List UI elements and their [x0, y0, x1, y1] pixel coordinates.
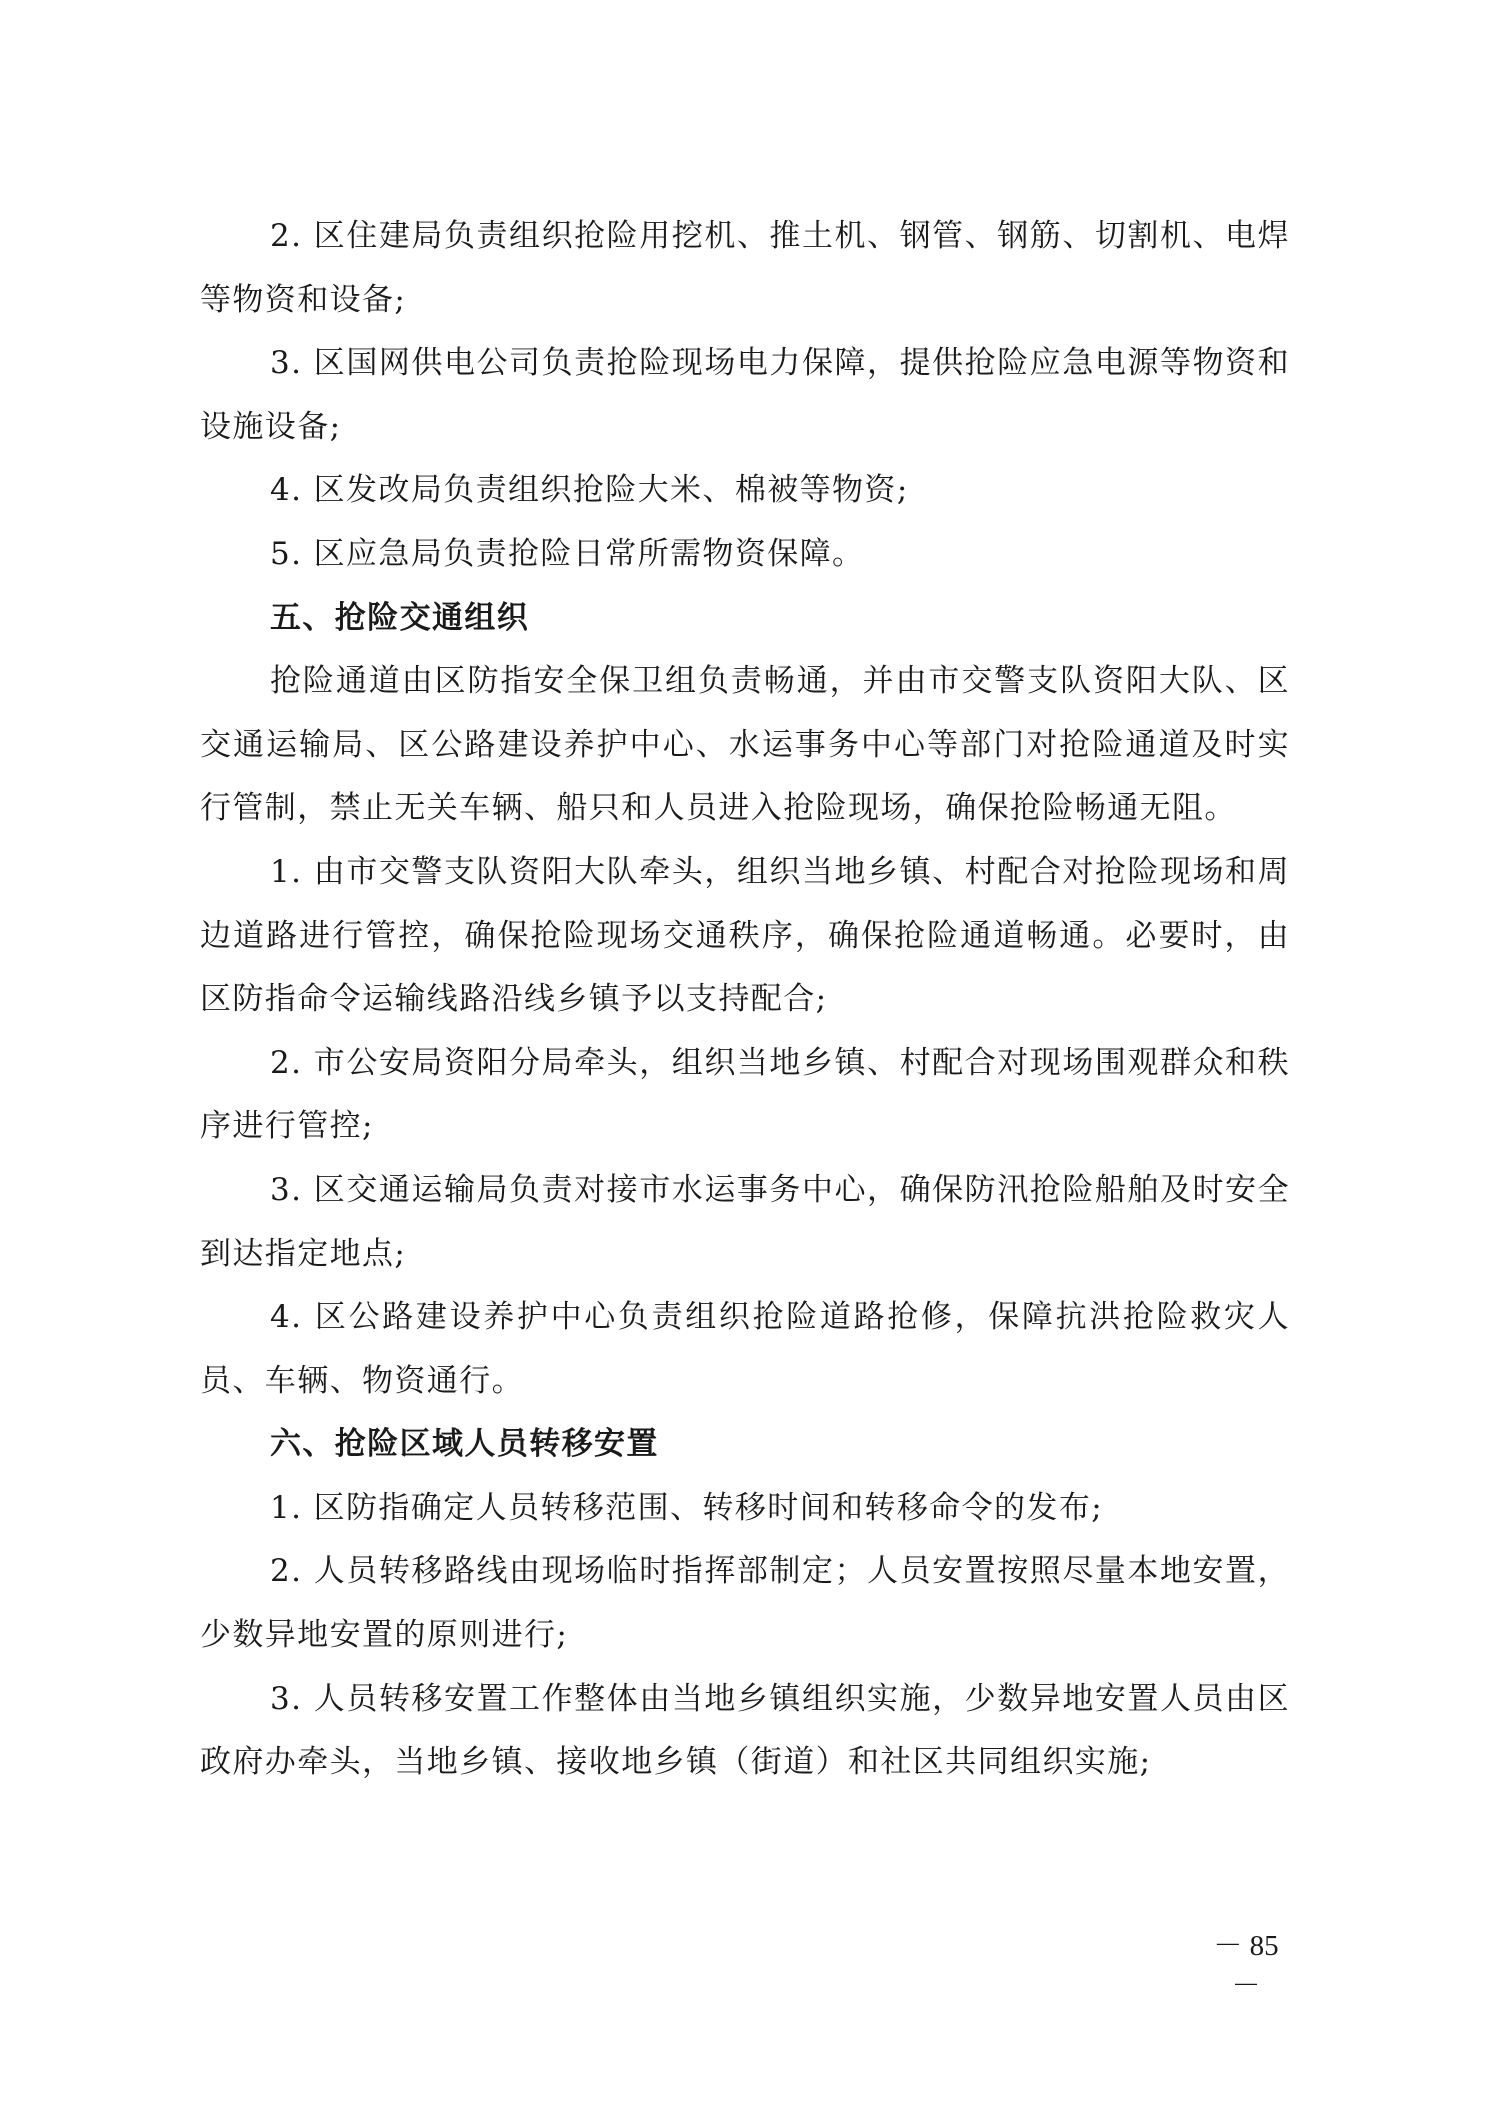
- page-body: [200, 205, 1290, 1795]
- list-item-transport-bureau: 3. 区交通运输局负责对接市水运事务中心，确保防汛抢险船舶及时安全到达指定地点;: [200, 1171, 1290, 1272]
- list-item-public-security: 2. 市公安局资阳分局牵头，组织当地乡镇、村配合对现场围观群众和秩序进行管控;: [200, 1044, 1290, 1145]
- list-item-power-supply-company: 3. 区国网供电公司负责抢险现场电力保障，提供抢险应急电源等物资和设施设备;: [200, 345, 1290, 445]
- section-heading-traffic-organization: 五、抢险交通组织: [270, 599, 530, 636]
- list-item-relocation-implementation: 3. 人员转移安置工作整体由当地乡镇组织实施，少数异地安置人员由区政府办牵头，当地乡镇、接收地乡镇（街道）和社区共同组织实施;: [200, 1680, 1290, 1781]
- list-item-relocation-route: 2. 人员转移路线由现场临时指挥部制定；人员安置按照尽量本地安置，少数异地安置的原则进行;: [200, 1553, 1290, 1654]
- list-item-emergency-bureau: 5. 区应急局负责抢险日常所需物资保障。: [270, 535, 865, 572]
- page-number: － 85 －: [1213, 1930, 1279, 2002]
- list-item-traffic-police: 1. 由市交警支队资阳大队牵头，组织当地乡镇、村配合对抢险现场和周边道路进行管控，确保抢险现场交通秩序，确保抢险通道畅通。必要时，由区防指命令运输线路沿线乡镇予以支持配合;: [200, 853, 1290, 1018]
- section-heading-personnel-relocation: 六、抢险区域人员转移安置: [270, 1426, 659, 1463]
- list-item-relocation-scope: 1. 区防指确定人员转移范围、转移时间和转移命令的发布;: [270, 1489, 1104, 1526]
- list-item-highway-maintenance: 4. 区公路建设养护中心负责组织抢险道路抢修，保障抗洪抢险救灾人员、车辆、物资通行。: [200, 1299, 1290, 1399]
- traffic-intro-paragraph: 抢险通道由区防指安全保卫组负责畅通，并由市交警支队资阳大队、区交通运输局、区公路建设养护中心、水运事务中心等部门对抢险通道及时实行管制，禁止无关车辆、船只和人员进入抢险现场，确保抢险畅通无阻。: [200, 663, 1290, 827]
- list-item-development-reform-bureau: 4. 区发改局负责组织抢险大米、棉被等物资;: [270, 472, 909, 509]
- list-item-residential-construction-bureau: 2. 区住建局负责组织抢险用挖机、推土机、钢管、钢筋、切割机、电焊等物资和设备;: [200, 218, 1290, 318]
